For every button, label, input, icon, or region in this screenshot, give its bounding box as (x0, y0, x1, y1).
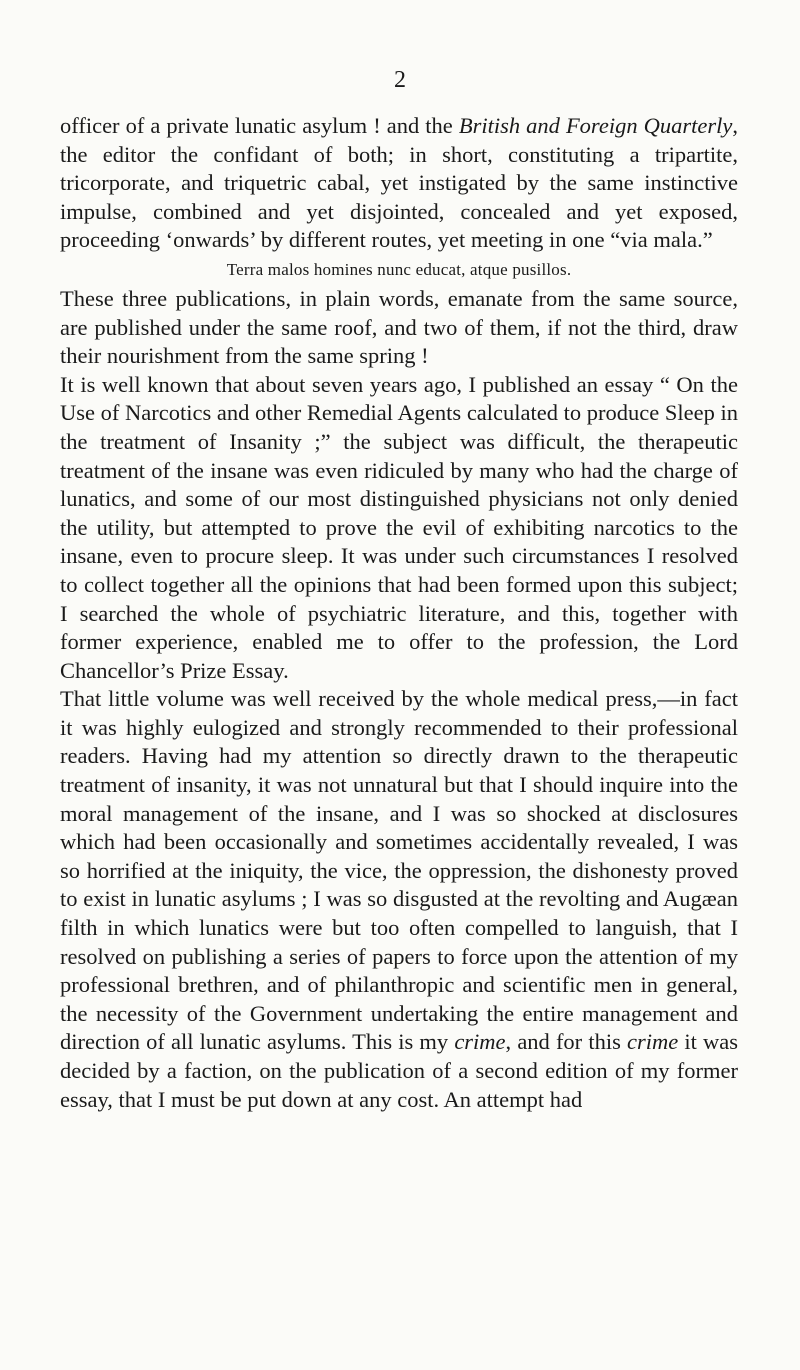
text-segment: , the editor the confidant of both; in short, constituting a tripartite, tricorporate, and triquetric cabal, yet instigated by the same instinctive impulse, combined and yet disjointed, concealed and yet exposed, proceeding ‘onwards’ by different routes, yet meeting in one “via mala.” (60, 113, 739, 253)
latin-quotation (60, 258, 738, 282)
italic-text-segment: crime (454, 1029, 506, 1055)
italic-text-segment: British and Foreign Quarterly (458, 113, 733, 138)
text-segment: it was decided by a faction, on the publication of a second edition of my former essay, that I must be put down at any cost. An attempt had (60, 1029, 738, 1112)
text-segment: These three publications, in plain words, emanate from the same source, are published under the same roof, and two of them, if not the third, draw their nourishment from the same spring ! (60, 285, 738, 369)
paragraph-moral-management (60, 685, 738, 1114)
text-segment: Terra malos homines nunc educat, atque pusillos. (226, 259, 572, 279)
text-segment: officer of a private lunatic asylum ! and the (60, 113, 459, 138)
text-segment: That little volume was well received by the whole medical press,—in fact it was highly eulogized and strongly recommended to their professional readers. Having had my attention so directly drawn to the therapeutic treatment of insanity, it was not unnatural but that I should inquire into the moral management of the insane, and I was so shocked at disclosures which had been occasionally and sometimes accidentally revealed, I was so horrified at the iniquity, the vice, the oppression, the dishonesty proved to exist in lunatic asylums ; I was so disgusted at the revolting and Augæan filth in which lunatics were but too often compelled to languish, that I resolved on publishing a series of papers to force upon the attention of my professional brethren, and of philanthropic and scientific men in general, the necessity of the Government undertaking the entire management and direction of all lunatic asylums. This is my (60, 686, 738, 1055)
body-text (60, 112, 738, 1114)
text-segment: It is well known that about seven years ago, I published an essay “ On the Use of Narcotics and other Remedial Agents calculated to produce Sleep in the treatment of Insanity ;” the subject was difficult, the therapeutic treatment of the insane was even ridiculed by many who had the charge of lunatics, and some of our most distinguished physicians not only denied the utility, but attempted to prove the evil of exhibiting narcotics to the insane, even to procure sleep. It was under such circumstances I resolved to collect together all the opinions that had been formed upon this subject; I searched the whole of psychiatric literature, and this, together with former experience, enabled me to offer to the profession, the Lord Chancellor’s Prize Essay. (60, 371, 738, 683)
paragraph-officer-cabal (60, 112, 738, 255)
page-number: 2 (394, 67, 406, 93)
paragraph-three-publications (60, 285, 738, 371)
italic-text-segment: crime (626, 1029, 679, 1055)
text-segment: , and for this (505, 1029, 627, 1055)
paragraph-narcotics-essay (60, 371, 738, 686)
